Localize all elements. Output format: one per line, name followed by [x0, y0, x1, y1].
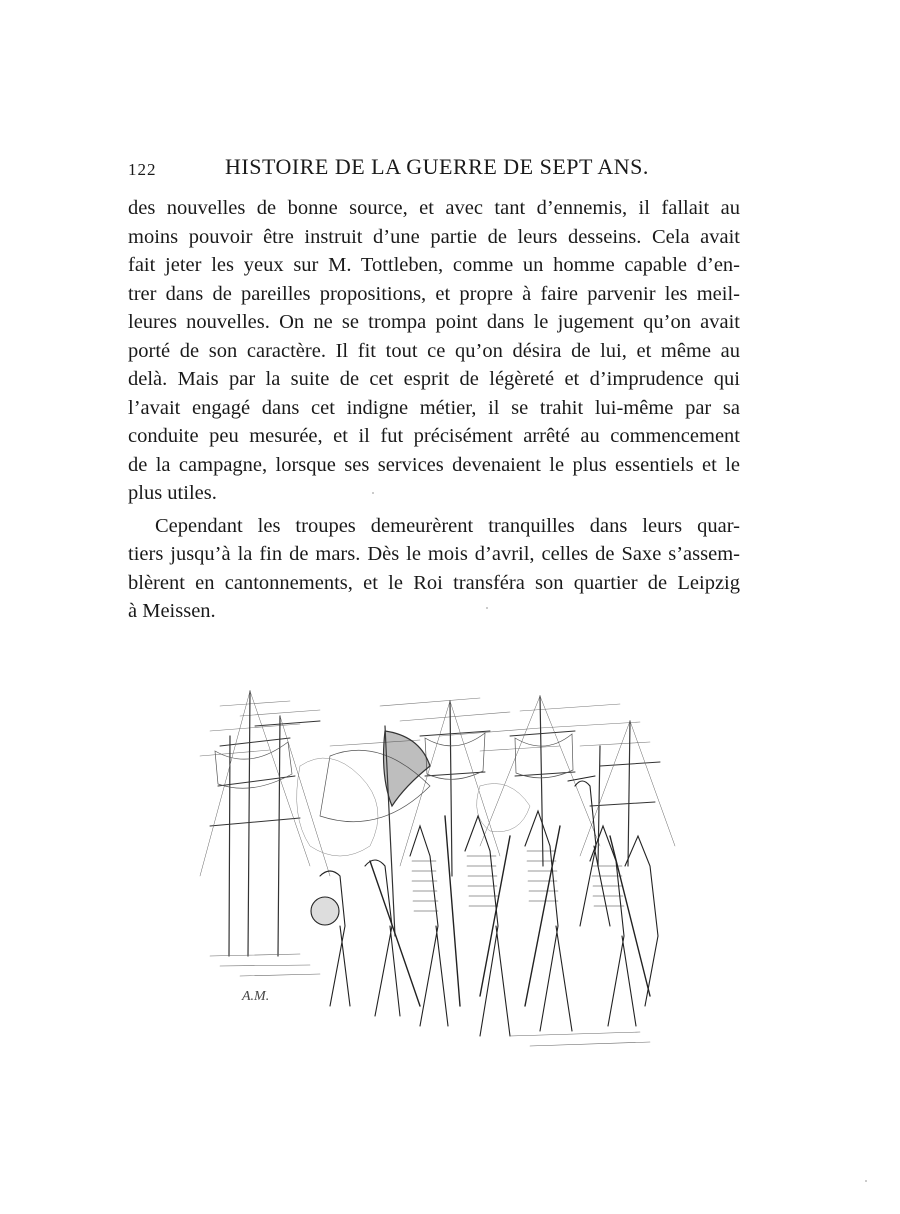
text-line: plus utiles. [128, 482, 217, 504]
text-line: leures nouvelles. On ne se trompa point dans le jugement qu’on avait [128, 311, 740, 333]
text-line: l’avait engagé dans cet indigne métier, il se trahit lui-même par sa [128, 396, 740, 419]
running-head [128, 152, 740, 184]
page-number: 122 [128, 160, 157, 179]
text-line: tiers jusqu’à la fin de mars. Dès le mois d’avril, celles de Saxe s’assem- [128, 543, 740, 565]
text-line: de la campagne, lorsque ses services devenaient le plus essentiels et le [128, 453, 740, 476]
text-line: à Meissen. [128, 600, 216, 622]
text-line: blèrent en cantonnements, et le Roi transféra son quartier de Leipzig [128, 571, 740, 594]
artist-signature: A.M. [242, 989, 270, 1004]
running-title: HISTOIRE DE LA GUERRE DE SEPT ANS. [225, 154, 649, 179]
engraving-image [180, 676, 680, 1056]
body-text [128, 194, 740, 626]
text-line: delà. Mais par la suite de cet esprit de légèreté et d’imprudence qui [128, 368, 740, 390]
text-line: fait jeter les yeux sur M. Tottleben, comme un homme capable d’en- [128, 254, 740, 276]
text-line: des nouvelles de bonne source, et avec tant d’ennemis, il fallait au [128, 197, 740, 219]
text-line: moins pouvoir être instruit d’une partie de leurs desseins. Cela avait [128, 225, 740, 248]
engraving-soldiers-with-ships [180, 676, 680, 1056]
paper-speck [865, 1180, 867, 1182]
paper-speck [486, 607, 488, 609]
text-line: conduite peu mesurée, et il fut précisément arrêté au commencement [128, 425, 740, 447]
text-line: Cependant les troupes demeurèrent tranquilles dans leurs quar- [155, 514, 740, 537]
paper-speck [372, 492, 374, 494]
text-line: trer dans de pareilles propositions, et propre à faire parvenir les meil- [128, 282, 740, 305]
text-line: porté de son caractère. Il fit tout ce qu’on désira de lui, et même au [128, 339, 740, 362]
